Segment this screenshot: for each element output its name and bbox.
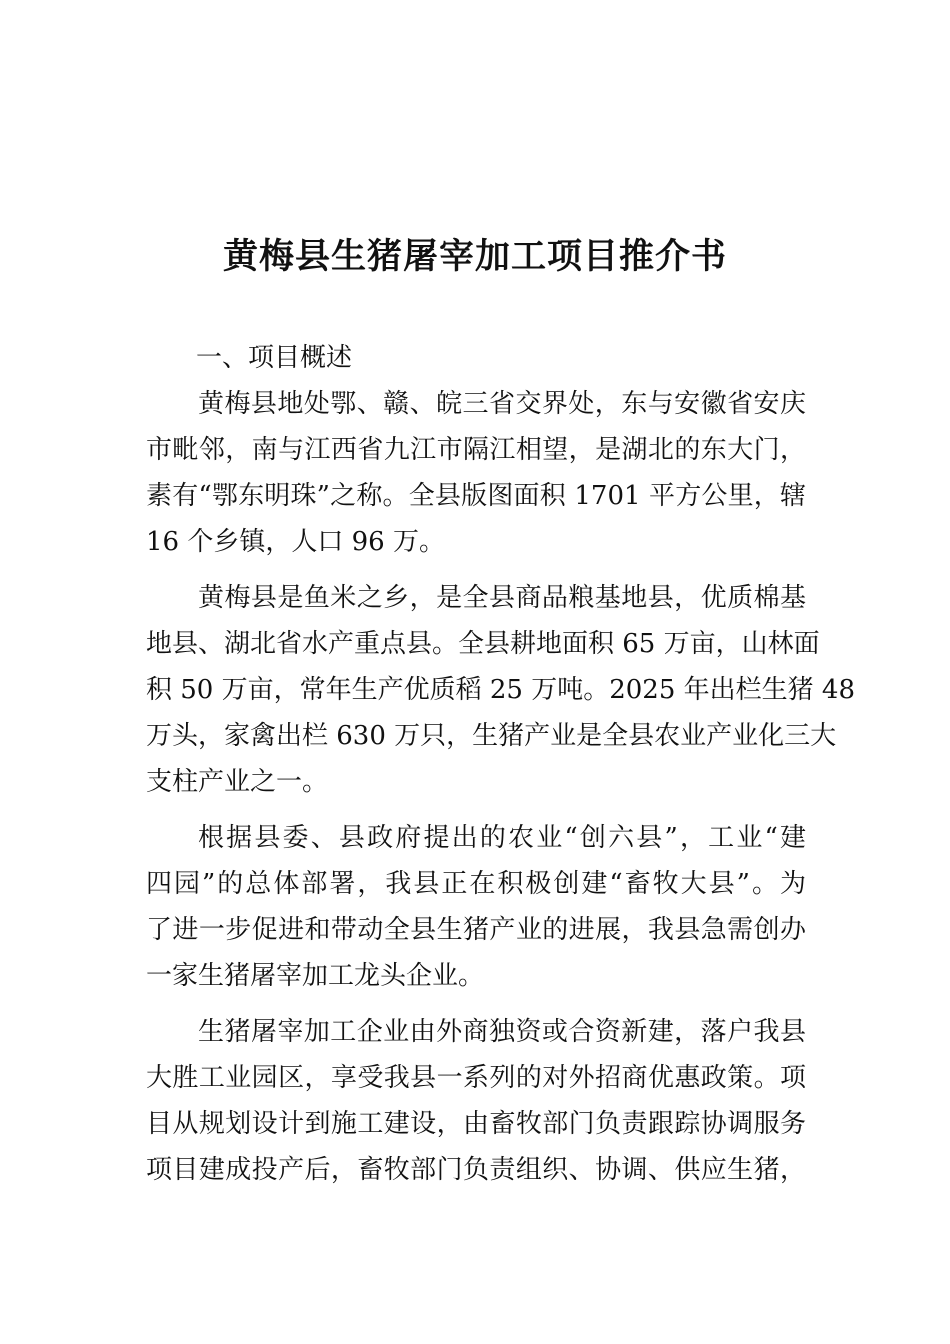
- text-line: 目从规划设计到施工建设，由畜牧部门负责跟踪协调服务: [146, 1109, 806, 1139]
- section-heading: 一、项目概述: [196, 343, 353, 373]
- document-body: [146, 335, 856, 1203]
- text-line: 四园”的总体部署，我县正在积极创建“畜牧大县”。为: [146, 869, 806, 899]
- text-line: 地县、湖北省水产重点县。全县耕地面积 65 万亩，山林面: [146, 629, 820, 659]
- text-line: 黄梅县地处鄂、赣、皖三省交界处，东与安徽省安庆: [198, 389, 806, 419]
- text-line: 生猪屠宰加工企业由外商独资或合资新建，落户我县: [198, 1017, 806, 1047]
- text-line: 市毗邻，南与江西省九江市隔江相望，是湖北的东大门，: [146, 435, 806, 465]
- text-line: 项目建成投产后，畜牧部门负责组织、协调、供应生猪，: [146, 1155, 806, 1185]
- text-line: 积 50 万亩，常年生产优质稻 25 万吨。2025 年出栏生猪 48: [146, 675, 856, 705]
- paragraph: [146, 575, 856, 805]
- text-line: 16 个乡镇，人口 96 万。: [146, 527, 445, 557]
- paragraph: [146, 381, 806, 565]
- text-line: 了进一步促进和带动全县生猪产业的进展，我县急需创办: [146, 915, 806, 945]
- text-line: 一家生猪屠宰加工龙头企业。: [146, 961, 485, 991]
- document-title: 黄梅县生猪屠宰加工项目推介书: [222, 236, 727, 277]
- text-line: 根据县委、县政府提出的农业“创六县”，工业“建: [198, 823, 806, 853]
- text-line: 支柱产业之一。: [146, 767, 329, 797]
- paragraph: [146, 1009, 806, 1193]
- text-line: 万头，家禽出栏 630 万只，生猪产业是全县农业产业化三大: [146, 721, 837, 751]
- paragraph: [146, 815, 806, 999]
- text-line: 大胜工业园区，享受我县一系列的对外招商优惠政策。项: [146, 1063, 806, 1093]
- text-line: 黄梅县是鱼米之乡，是全县商品粮基地县，优质棉基: [198, 583, 806, 613]
- text-line: 素有“鄂东明珠”之称。全县版图面积 1701 平方公里，辖: [146, 481, 806, 511]
